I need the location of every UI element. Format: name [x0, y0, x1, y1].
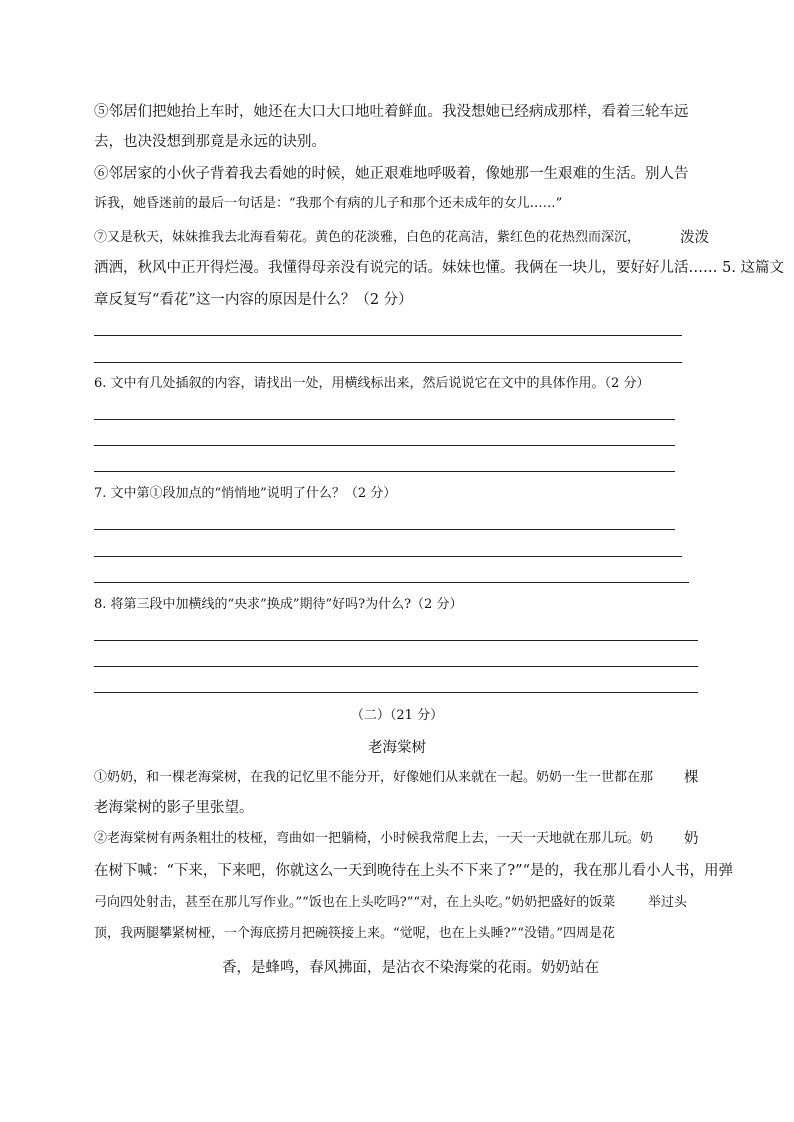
paragraph-2-line-4: 顶，我两腿攀紧树桠，一个海底捞月把碗筷接上来。“觉呢，也在上头睡?”“没错。”四周是花 [94, 926, 616, 941]
answer-line[interactable] [94, 582, 689, 583]
paragraph-1-line-1-end: 棵 [684, 770, 699, 786]
paragraph-7-line-1: ⑦又是秋天，妹妹推我去北海看菊花。黄色的花淡雅，白色的花高洁，紫红色的花热烈而深沉， [94, 230, 641, 245]
answer-line[interactable] [94, 692, 698, 693]
question-6: 6. 文中有几处插叙的内容，请找出一处，用横线标出来，然后说说它在文中的具体作用。（2 分） [94, 376, 650, 391]
paragraph-2-line-5: 香，是蜂鸣，春风拂面，是沾衣不染海棠的花雨。奶奶站在 [222, 960, 599, 976]
answer-line[interactable] [94, 640, 698, 641]
answer-line[interactable] [94, 471, 675, 472]
paragraph-2-line-2: 在树下喊：“下来，下来吧，你就这么一天到晚待在上头不下来了?”“是的，我在那儿看小人书，用弹 [94, 863, 734, 879]
paragraph-7-line-2: 洒洒，秋风中正开得烂漫。我懂得母亲没有说完的话。妹妹也懂。我俩在一块儿，要好好儿活…… 5. 这篇文 [94, 260, 785, 276]
question-7: 7. 文中第①段加点的“悄悄地”说明了什么？（2 分） [94, 486, 397, 501]
question-5: 章反复写“看花”这一内容的原因是什么？（2 分） [94, 292, 413, 308]
paragraph-7-line-1-end: 泼泼 [680, 230, 709, 246]
passage-title: 老海棠树 [368, 740, 426, 756]
paragraph-6-line-1: ⑥邻居家的小伙子背着我去看她的时候，她正艰难地呼吸着，像她那一生艰难的生活。别人告 [94, 166, 689, 182]
answer-line[interactable] [94, 666, 698, 667]
question-8: 8. 将第三段中加横线的“央求”换成”期待”好吗?为什么?（2 分） [94, 597, 463, 612]
paragraph-2-line-1-end: 奶 [684, 831, 699, 847]
answer-line[interactable] [94, 362, 682, 363]
section-heading: （二）（21 分） [350, 708, 444, 723]
paragraph-5-line-2: 去，也决没想到那竟是永远的诀别。 [94, 134, 326, 150]
paragraph-2-line-1: ②老海棠树有两条粗壮的枝桠，弯曲如一把躺椅，小时候我常爬上去，一天一天地就在那儿玩。奶 [94, 831, 654, 846]
answer-line[interactable] [94, 529, 675, 530]
paragraph-6-line-2: 诉我，她昏迷前的最后一句话是：“我那个有病的儿子和那个还未成年的女儿……” [94, 196, 563, 211]
paragraph-2-line-3: 弓向四处射击，甚至在那儿写作业。”“饭也在上头吃吗?”“对，在上头吃。”奶奶把盛好的饭菜 [94, 895, 616, 910]
answer-line[interactable] [94, 445, 675, 446]
paragraph-1-line-1: ①奶奶，和一棵老海棠树，在我的记忆里不能分开，好像她们从来就在一起。奶奶一生一世都在那 [94, 770, 654, 785]
answer-line[interactable] [94, 335, 682, 336]
paragraph-1-line-2: 老海棠树的影子里张望。 [94, 800, 254, 816]
answer-line[interactable] [94, 556, 682, 557]
paragraph-5-line-1: ⑤邻居们把她抬上车时，她还在大口大口地吐着鲜血。我没想她已经病成那样，看着三轮车远 [94, 104, 689, 120]
answer-line[interactable] [94, 419, 675, 420]
paragraph-2-line-3-end: 举过头 [648, 895, 688, 910]
